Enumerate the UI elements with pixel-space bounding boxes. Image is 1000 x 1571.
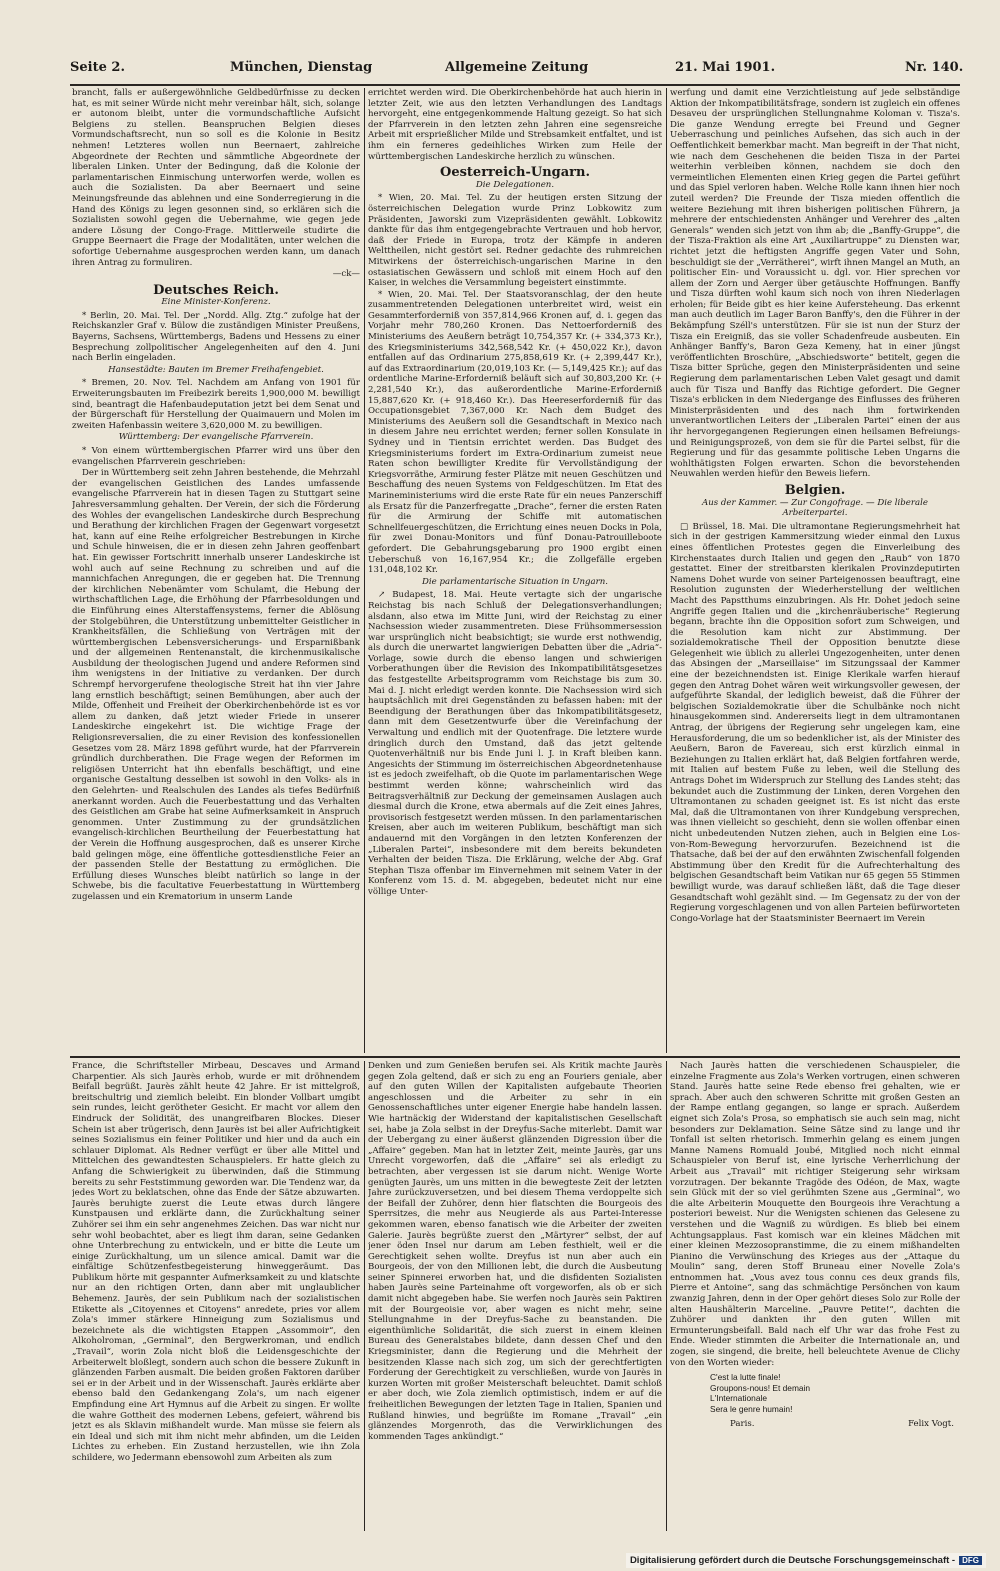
feuilleton-column-2 bbox=[368, 1061, 662, 1531]
column-divider bbox=[666, 88, 667, 1053]
article-text: * Wien, 20. Mai. Tel. Zu der heutigen ersten Sitzung der österreichischen Delegation wurde Prinz Lobkowitz zum Präsidenten, Jaworski zum Vizepräsidenten gewählt. Lobkowitz dankte für das ihm entgegengebrachte Vertrauen und hob hervor, daß der Friede in Europa, trotz der Kämpfe in anderen Welttheilen, nicht gestört sei. Redner gedachte des ruhmreichen Mitwirkens der österreichisch-ungarischen Marine in den ostasiatischen Gewässern und schloß mit einem Hoch auf den Kaiser, in welches die Versammlung begeistert einstimmte. bbox=[368, 193, 662, 289]
issue-number: Nr. 140. bbox=[905, 60, 964, 75]
section-subtitle: Eine Minister-Konferenz. bbox=[161, 297, 271, 308]
column-divider bbox=[364, 88, 365, 1053]
header-rule bbox=[70, 84, 960, 86]
article-text: * Von einem württembergischen Pfarrer wird uns über den evangelischen Pfarrverein geschrieben: bbox=[72, 446, 360, 467]
section-title-oesterreich: Oesterreich-Ungarn. bbox=[440, 165, 590, 181]
article-text: errichtet werden wird. Die Oberkirchenbehörde hat auch hierin in letzter Zeit, wie aus den letzten Verhandlungen des Landtags hervorgeht, eine entgegenkommende Haltung gezeigt. So hat sich der Pfarrverein in den letzten zehn Jahren eine segensreiche Arbeit mit ersprießlicher Milde und Strebsamkeit entfaltet, und ist ihm ein ferneres gedeihliches Wirken zum Heile der württembergischen Landeskirche herzlich zu wünschen. bbox=[368, 88, 662, 162]
section-title-belgien: Belgien. bbox=[784, 482, 846, 498]
digitization-credit bbox=[626, 1553, 986, 1568]
feuilleton-rule bbox=[70, 1056, 960, 1058]
article-text: brancht, falls er außergewöhnliche Geldbedürfnisse zu decken hat, es mit seiner Würde nicht mehr vereinbar hält, sich, solange er autonom bleibt, unter die vormundschaftliche Aufsicht Belgiens zu stellen. Beanspruchen Belgien dieses Vormundschaftsrecht, nun so soll es die Kolonie in Besitz nehmen! Letzteres wollen nun Beernaert, zahlreiche Abgeordnete der Rechten und sämmtliche Abgeordnete der liberalen Linken. Unter der Bedingung, daß die Kolonie der parlamentarischen Einmischung unterworfen werde, wollen es auch die Sozialisten. Da aber Beernaert und seine Meinungsfreunde das ablehnen und eine Sonderregierung in die Hand des Königs zu legen gesonnen sind, so erklären sich die Sozialisten sowohl gegen die Uebernahme, wie gegen jede andere Lösung der Congo-Frage. Mittlerweile studirte die Gruppe Beernaert die Frage der Modalitäten, unter welchen die sofortige Uebernahme ausgesprochen werden kann, um danach ihren Antrag zu formuliren. bbox=[72, 88, 360, 268]
article-text: werfung und damit eine Verzichtleistung auf jede selbständige Aktion der Inkompatibilitätsfrage, sondern ist zugleich ein offenes Desaveu der ursprünglichen Stellungnahme Koloman v. Tisza's. Die ganze Wendung erregte bei Freund und Gegner Ueberraschung und peinliches Aufsehen, das sich auch in der Oeffentlichkeit bemerkbar macht. Man begreift in der That nicht, wie nach dem Geschehenen die beiden Tisza in der Partei weiterhin verbleiben können, nachdem sie doch den vermeintlichen Elementen einen Krieg gegen die Partei geführt und das Spiel verloren haben. Welche Rolle kann ihnen hier noch zuteil werden? Die Freunde der Tisza mieden offentlich die weitere Beziehung mit ihren bisherigen politischen Führern, ja mehrere der entschiedensten Anhänger und Verehrer des „alten Generals“ wenden sich jetzt von ihm ab; die „Banffy-Gruppe“, die der Tisza-Fraktion als eine Art „Auxiliartruppe“ zu Diensten war, richtet jetzt die heftigsten Angriffe gegen Vater und Sohn, beschuldigt sie der „Verrätherei“, wirft ihnen Mangel an Muth, an politischer Ein- und Voraussicht u. dgl. vor. Hier sprechen vor allem der Zorn und Aerger über getäuschte Hoffnungen. Banffy und Tisza dürften wohl kaum sich noch von ihren Niederlagen erholen; für Beide gibt es hier keine Aufersteheung. Das erkennt man auch deutlich im Lager Baron Banffy's, den die Führer in der Bekämpfung Széll's unterstützen. Für sie ist nun der Sturz der Tisza ein Ereigniß, das sie voller Schadenfreude ausbeuten. Ein Anhänger Banffy's, Baron Geza Kemeny, hat in einer jüngst veröffentlichten Broschüre, „Abschiedsworte“ betitelt, gegen die Tisza bitter Sprüche, gegen den Ministerpräsidenten und seine Regierung dem parlamentarischen Leben Valet gesagt und damit auch für Tisza und Banffy das Richtige gefordert. Die Gegner Tisza's erblicken in dem Niedergange des Einflusses des früheren Ministerpräsidenten und des nach ihm fortwirkenden unverantwortlichen Leiters der „Liberalen Partei“ einen der aus ihr hervorgegangenen Regierungen einen heilsamen Befreiungs- und Reinigungsprozeß, von dem sie für die Partei selbst, für die Regierung und für das gesammte politische Leben Ungarns die wohlthätigsten Folgen erwarten. Schon die bevorstehenden Neuwahlen werden hiefür den Beweis liefern. bbox=[670, 88, 960, 480]
feuilleton-text: France, die Schriftsteller Mirbeau, Descaves und Armand Charpentier. Als sich Jaurès erhob, wurde er mit dröhnendem Beifall begrüßt. Jaurès zählt heute 42 Jahre. Er ist mittelgroß, breitschultrig und ziemlich beleibt. Ein blonder Vollbart umgibt sein rundes, leicht gerötheter Gesicht. Er macht vor allem den Eindruck der Solidität, des unangreifbaren Blockes. Dieser Schein ist aber trügerisch, denn Jaurès ist bei aller Aufrichtigkeit seines Sozialismus ein feiner Politiker und hier und da auch ein schlauer Diplomat. Als Redner verfügt er über alle Mittel und Mittelchen des gewandtesten Schauspielers. Er hatte gleich zu Anfang die Schwierigkeit zu überwinden, daß die Stimmung bereits zu sehr Feststimmung geworden war. Die Tendenz war, da jedes Wort zu beklatschen, ohne das Ende der Sätze abzuwarten. Jaurès beruhigte zuerst die Leute etwas durch längere Kunstpausen und erklärte dann, die Zurückhaltung seiner Zuhörer sei ihm ein sehr angenehmes Zeichen. Das war nicht nur sehr wohl beobachtet, aber es liegt ihm daran, seine Gedanken ohne Unterbrechung zu entwickeln, und er bitte die Leute um einige Zurückhaltung, um un silence amical. Damit war die einfältige Schützenfestbegeisterung hinweggeräumt. Das Publikum hörte mit gespannter Aufmerksamkeit zu und klatschte nur an den richtigen Orten, dann aber mit unglaublicher Behemenz. Jaurès, der sein Publikum nach der sozialistischen Etikette als „Citoyennes et Citoyens“ anredete, pries vor allem Zola's immer stärkere Hinneigung zum Sozialismus und bezeichnete als die wichtigsten Etappen „Assommoir“, den Alkoholroman, „Germinal“, den Bergwerkroman, und endlich „Travail“, worin Zola nicht bloß die Leidensgeschichte der Arbeiterwelt bloßlegt, sondern auch schon die bessere Zukunft in glänzenden Farben ausmalt. Die beiden großen Faktoren darüber sei er in der Arbeit und in der Wissenschaft. Jaurès erklärte aber ebenso bald den Gedankengang Zola's, um nach eigener Empfindung eine Art Hymnus auf die Arbeit zu singen. Er wollte die wahre Gottheit des modernen Lebens, gefeiert, während bis jetzt es als Sklavin mißhandelt wurde. Man müsse sie feiern als ein Ideal und sich mit ihm nicht mehr abfinden, um die Leiden Lichtes zu erheben. Ein Zustand herzustellen, wie ihn Zola schildere, wo Jedermann ebensowohl zum Arbeiten als zum bbox=[72, 1061, 360, 1463]
column-3 bbox=[670, 88, 960, 1053]
article-text: * Berlin, 20. Mai. Tel. Der „Nordd. Allg. Ztg.“ zufolge hat der Reichskanzler Graf v. Bülow die zuständigen Minister Preußens, Bayerns, Sachsens, Württembergs, Badens und Hessens zu einer Besprechung zollpolitischer Angelegenheiten auf den 4. Juni nach Berlin eingeladen. bbox=[72, 310, 360, 364]
verse-line: Groupons-nous! Et demain bbox=[710, 1382, 811, 1393]
city-day: München, Dienstag bbox=[230, 60, 373, 75]
article-text: * Wien, 20. Mai. Tel. Der Staatsvoranschlag, der den heute zusammentretenden Delegationen unterbreitet wird, weist ein Gesammterforderniß von 357,814,966 Kronen auf, d. i. gegen das Vorjahr mehr 780,260 Kronen. Das Nettoerforderniß des Ministeriums des Aeußern beträgt 10,754,357 Kr. (+ 334,373 Kr.), des Kriegsministeriums 342,568,542 Kr. (+ 450,022 Kr.), davon entfallen auf das Ordinarium 275,858,619 Kr. (+ 2,399,447 Kr.), auf das Extraordinarium (20,019,103 Kr. (— 5,149,425 Kr.); auf das ordentliche Marine-Erforderniß beläuft sich auf 30,803,200 Kr. (+ 2,281,540 Kr.), das außerordentliche Marine-Erforderniß 15,887,620 Kr. (+ 918,460 Kr.). Das Heereserforderniß für das Occupationsgebiet 7,367,000 Kr. Nach dem Budget des Ministeriums des Aeußern soll die Gesandtschaft in Mexico nach in diesem Jahre neu errichtet werden; ferner sollen Konsulate in Sydney und in Tientsin errichtet werden. Das Budget des Kriegsministeriums fordert im Extra-Ordinarium zumeist neue Raten schon bewilligter Kredite für Vervollständigung der Kriegsvorräthe, Armirung fester Plätze mit neuen Geschützen und Beschaffung des neuen Systems von Feldgeschützen. Im Etat des Marineministeriums wird die erste Rate für ein neues Panzerschiff als Ersatz für die Panzerfregatte „Drache“, ferner die ersten Raten für die Armirung der Schiffe mit automatischen Schnellfeuergeschützen, die Errichtung eines neuen Docks in Pola, für zwei Donau-Monitors und fünf Donau-Patrouilleboote gefordert. Die Gebahrungsgebarung pro 1900 ergibt einen Ueberschuß von 16,167,954 Kr.; die Zollgefälle ergeben 131,048,102 Kr. bbox=[368, 289, 662, 576]
section-subtitle: Die parlamentarische Situation in Ungarn. bbox=[421, 576, 609, 587]
article-text: ↗ Budapest, 18. Mai. Heute vertagte sich der ungarische Reichstag bis nach Schluß der Delegationsverhandlungen; alsdann, also etwa im Mitte Juni, wird der Reichstag zu einer Nachsession wieder zusammentreten. Diese Frühsommersession war ursprünglich nicht beabsichtigt; sie wurde erst nothwendig, als durch die unerwartet langwierigen Debatten über die „Adria“-Vorlage, sowie durch die ebenso langen und schwierigen Vorberathungen über die Revision des Inkompatibilitätsgesetzes das festgestellte Arbeitsprogramm vom Reichstage bis zum 30. Mai d. J. nicht erledigt werden konnte. Die Nachsession wird sich hauptsächlich mit drei Gegenständen zu befassen haben: mit der Beendigung der Berathungen über das Inkompatibilitätsgesetz, dann mit dem Gesetzentwurfe über die Vereinfachung der Verwaltung und endlich mit der Quotenfrage. Die letztere wurde dringlich durch den Umstand, daß das jetzt geltende Quotenverhältniß nur bis Ende Juni l. J. in Kraft bleiben kann. Angesichts der Stimmung im österreichischen Abgeordnetenhause ist es jedoch zweifelhaft, ob die Quote im parlamentarischen Wege bestimmt werden könne; wahrscheinlich wird das Beitragsverhältniß zur Deckung der gemeinsamen Auslagen auch diesmal durch die Krone, etwa abermals auf die Zeit eines Jahres, provisorisch festgesetzt werden müssen. In den parlamentarischen Kreisen, aber auch im weiteren Publikum, beschäftigt man sich andauernd mit den Vorgängen in den letzten Konferenzen der „Liberalen Partei“, insbesondere mit dem bereits bekundeten Verhalten der beiden Tisza. Die Erklärung, welche der Abg. Graf Stephan Tisza offenbar im Einvernehmen mit seinem Vater in der Konferenz vom 15. d. M. abgegeben, bedeutet nicht nur eine völlige Unter- bbox=[368, 590, 662, 897]
internationale-verse bbox=[710, 1372, 960, 1414]
verse-line: Sera le genre humain! bbox=[710, 1404, 793, 1414]
paper-title: Allgemeine Zeitung bbox=[445, 60, 589, 75]
signature-line bbox=[730, 1419, 954, 1430]
column-divider bbox=[364, 1061, 365, 1531]
article-text: □ Brüssel, 18. Mai. Die ultramontane Regierungsmehrheit hat sich in der gestrigen Kammersitzung wieder einmal den Luxus eines öffentlichen Protestes gegen die Einverleibung des Kirchenstaates durch Italien und gegen den „Raub“ von 1870 gestattet. Einer der streitbarsten klerikalen Provinzdeputirten Namens Dohet wurde von seiner Parteigenossen beauftragt, eine Resolution zugunsten der Wiederherstellung der weltlichen Macht des Papstthums einzubringen. Als Hr. Dohet jedoch seine Angriffe gegen Italien und die „kirchenräuberische“ Regierung begann, brachte ihn die Opposition sofort zum Schweigen, und die Resolution kam nicht zur Abstimmung. Der sozialdemokratische Theil der Opposition benutzte diese Gelegenheit wie üblich zu allerlei Ungezogenheiten, unter denen das Absingen der „Marseillaise“ im Sitzungssaal der Kammer eine der bezeichnendsten ist. Einige Klerikale warfen hierauf gegen den Antrag Dohet wären weit wirkungsvoller gewesen, der aufgeführte Skandal, der lediglich beweist, daß die Führer der belgischen Sozialdemokratie über die Schulbänke noch nicht hinausgekommen sind. Andererseits liegt in dem ultramontanen Antrag, der übrigens der Regierung sehr ungelegen kam, eine Herausforderung, die um so bedenklicher ist, als der Minister des Aeußern, Baron de Favereau, sich erst kürzlich einmal in Beziehungen zu Italien erklärt hat, daß Belgien fortfahren werde, mit Italien auf bestem Fuße zu leben, weil die Stellung des Antrags Dohet im Widerspruch zur Stellung des Landes steht; das bekundet auch die Zustimmung der Linken, deren Vorgehen den Ultramontanen zu schaden geeignet ist. Es ist nicht das erste Mal, daß die Ultramontanen von ihrer Kundgebung versprechen, was ihnen vielleicht so geschieht, denn sie wollen offenbar einen nicht unbedeutenden Nutzen ziehen, auch in Belgien eine Los-von-Rom-Bewegung hervorzurufen. Bezeichnend ist die Thatsache, daß bei der auf den erwähnten Zwischenfall folgenden Abstimmung über den Kredit für die Aufrechterhaltung des belgischen Gesandtschaft beim Vatikan nur 65 gegen 55 Stimmen bewilligt wurde, was darauf schließen läßt, daß die Tage dieser Gesandtschaft wohl gezählt sind. — Im Gegensatz zu der von der Regierung vorgeschlagenen und von allen Parteien befürworteten Congo-Vorlage hat der Staatsminister Beernaert im Verein bbox=[670, 521, 960, 924]
credit-text: Digitalisierung gefördert durch die Deutsche Forschungsgemeinschaft - bbox=[629, 1555, 956, 1566]
section-subtitle: Aus der Kammer. — Zur Congofrage. — Die liberale Arbeiterpartei. bbox=[702, 497, 928, 519]
column-1 bbox=[72, 88, 360, 1053]
place: Paris. bbox=[730, 1418, 755, 1429]
section-subtitle: Württemberg: Der evangelische Pfarrverein. bbox=[118, 432, 314, 443]
feuilleton-column-1 bbox=[72, 1061, 360, 1531]
section-subtitle: Die Delegationen. bbox=[475, 179, 555, 190]
article-text: * Bremen, 20. Nov. Tel. Nachdem am Anfang von 1901 für Erweiterungsbauten im Freibezirk bereits 1,900,000 M. bewilligt sind, beantragt die Hafenbaudeputation jetzt bei dem Senat und der Bürgerschaft für Herstellung der Quaimauern und Molen im zweiten Hafenbassin weitere 3,620,000 M. zu bewilligen. bbox=[72, 378, 360, 431]
column-divider bbox=[666, 1061, 667, 1531]
author: Felix Vogt. bbox=[908, 1418, 954, 1429]
feuilleton-text: Denken und zum Genießen berufen sei. Als Kritik machte Jaurès gegen Zola geltend, daß er sich zu eng an Fouriers geniale, aber auf den guten Willen der Kapitalisten aufgebaute Theorien angeschlossen und die Arbeiter zu sehr in ein Genossenschaftliches unter eigener Energie habe handeln lassen. Wie hartnäckig der Widerstand der kapitalistischen Gesellschaft sei, habe ja Zola selbst in der Dreyfus-Sache miterlebt. Damit war der Uebergang zu einer äußerst glänzenden Digression über die „Affaire“ gegeben. Man hat in letzter Zeit, meinte Jaurès, gar uns Unrecht vorgeworfen, daß die „Affaire“ sei als erledigt zu betrachten, aber vergessen ist sie darum nicht. Wenige Worte genügten Jaurès, um uns mitten in die bewegteste Zeit der letzten Jahre zurückzuversetzen, und bei diesem Thema verdoppelte sich der Beifall der Zuhörer, denn hier flatschten die Bourgeois des Sperrsitzes, die mehr aus Neugierde als aus Partei-Interesse gekommen waren, ebenso fanatisch wie die Arbeiter der zweiten Galerie. Jaurès begrüßte zuerst den „Märtyrer“ selbst, der auf jener öden Insel nur darum am Leben festhielt, weil er die Gerechtigkeit sehen wollte. Dreyfus ist nun aber auch ein Bourgeois, der von den Millionen lebt, die durch die Ausbeutung seiner Spinnerei erworben hat, und die disfidenten Sozialisten haben Jaurès seine Parteinahme oft vorgeworfen, als ob er sich damit nicht abgegeben habe. Sie werfen noch Jaurès sein Paktiren mit der Bourgeoisie vor, aber wagen es nicht mehr, seine Stellungnahme in der Dreyfus-Sache zu beanstanden. Die eigenthümliche Solidarität, die sich zuerst in einem kleinen Bureau des Generalstabes bildete, dann dessen Chef und den Kriegsminister, dann die Regierung und die Mehrheit der besitzenden Klasse nach sich zog, um sich der gerechtfertigten Forderung der Gerechtigkeit zu verschließen, wurde von Jaurès in kurzen Worten mit großer Meisterschaft beleuchtet. Damit schloß er aber doch, wie Zola ziemlich optimistisch, indem er auf die freiheitlichen Bewegungen der letzten Tage in Italien, Spanien und Rußland hinwies, und begrüßte im Romane „Travail“ „ein glänzendes Morgenroth, das die Verwirklichungen des kommenden Tages ankündigt.“ bbox=[368, 1061, 662, 1442]
feuilleton-column-3 bbox=[670, 1061, 960, 1531]
column-2 bbox=[368, 88, 662, 1053]
section-title-reich: Deutsches Reich. bbox=[153, 282, 279, 298]
page-header bbox=[70, 58, 964, 80]
verse-line: L'Internationale bbox=[710, 1393, 768, 1404]
dfg-logo-icon: DFG bbox=[959, 1556, 982, 1565]
feuilleton-text: Nach Jaurès hatten die verschiedenen Schauspieler, die einzelne Fragmente aus Zola's Werken vortrugen, einen schweren Stand. Jaurès hatte seine Rede ebenso frei gehalten, wie er sprach. Aber auch den schweren Schritte mit großen Gesten an der Rampe entlang gegangen, so lange er sprach. Außerdem eignet sich Zola's Prosa, so emphatisch sie auch sein mag, nicht besonders zur Deklamation. Seine Sätze sind zu lange und ihr Tonfall ist selten rhetorisch. Immerhin gelang es einem jungen Manne Namens Romuald Joubé, Mitglied noch nicht einmal Schauspieler von Beruf ist, eine lyrische Verherrlichung der Arbeit aus „Travail“ mit richtiger Steigerung sehr wirksam vorzutragen. Der bekannte Tragöde des Odéon, de Max, wagte sein Glück mit der so viel gerühmten Szene aus „Germinal“, wo die alte Arbeiterin Mouquette den Bourgeois ihre Verachtung a posteriori beweist. Nur die Wenigsten schienen das Gelesene zu verstehen und die Wagniß zu würdigen. Es blieb bei einem Achtungsapplaus. Fast komisch war ein kleines Mädchen mit einer kleinen Mezzosopranstimme, die zu einem mißhandelten Pianino die Verwünschung des Krieges aus der „Attaque du Moulin“ sang, deren Stoff Bruneau einer Novelle Zola's entnommen hat. „Vous avez tous connu ces deux grands fils, Pierre et Antoine“, sang das schmächtige Persönchen von kaum zwanzig Jahren, denn in der Oper gehört dieses Solo zur Rolle der alten Haushälterin Marceline. „Pauvre Petite!“, dachten die Zuhörer und dankten ihr den guten Willen mit Ermunterungsbeifall. Bald nach elf Uhr war das frohe Fest zu Ende. Wieder stimmten die Arbeiter die Internationale an, und zogen, sie singend, die breite, hell beleuchtete Avenue de Clichy von den Worten wieder: bbox=[670, 1061, 960, 1368]
section-subtitle: Hansestädte: Bauten im Bremer Freihafengebiet. bbox=[108, 364, 324, 375]
author-signature: —ck— bbox=[332, 269, 360, 280]
article-text: Der in Württemberg seit zehn Jahren bestehende, die Mehrzahl der evangelischen Geistlichen des Landes umfassende evangelische Pfarrverein hat in diesen Tagen zu Stuttgart seine Jahresversammlung gehalten. Der Verein, der sich die Förderung des Wohles der evangelischen Landeskirche durch Besprechung und Berathung der kirchlichen Fragen der Gegenwart vorgesetzt hat, kann auf eine Reihe erfolgreicher Bestrebungen in Kirche und Schule hinweisen, die er in diesen zehn Jahren geoffenbart hat. Ein gewisser Fortschritt innerhalb unserer Landeskirche ist wohl auch auf seine Rechnung zu schreiben und auf die mannichfachen Anregungen, die er gegeben hat. Die Trennung der kirchlichen Nebenämter vom Schulamt, die Hebung der wirthschaftlichen Lage, die Erhöhung der Pfarrbesoldungen und die Einführung eines Alterstaffensystems, ferner die Ablösung der Stolgebühren, die Unterstützung unbemittelter Geistlicher in Krankheitsfällen, die Schließung von Verträgen mit der württembergischen Lebensversicherungs- und Ersparnißbank und der allgemeinen Rentenanstalt, die kirchenmusikalische Ausbildung der theologischen Jugend und andere Reformen sind ihm wenigstens in der Initiative zu verdanken. Der durch Schrempf hervorgerufene theologische Streit hat ihn vier Jahre lang ernstlich beschäftigt; seinen Bemühungen, aber auch der Milde, Offenheit und Freiheit der Oberkirchenbehörde ist es vor allem zu danken, daß jetzt wieder Friede in unserer Landeskirche eingekehrt ist. Die wichtige Frage der Religionsreversalien, die zu einer Revision des konfessionellen Gesetzes vom 28. März 1898 geführt wurde, hat der Pfarrverein gründlich durchberathen. Die Frage wegen der Reformen im religiösen Unterricht hat ihn ebenfalls beschäftigt, und eine organische Gestaltung desselben ist sowohl in den Volks- als in den Gelehrten- und Realschulen des Landes als tiefes Bedürfniß anerkannt worden. Auch die Feuerbestattung und das Verhalten des Geistlichen am Grabe hat seine Aufmerksamkeit in Anspruch genommen. Unter Zustimmung zu der grundsätzlichen evangelisch-kirchlichen Beurtheilung der Feuerbestattung hat der Verein die Hoffnung ausgesprochen, daß es unserer Kirche bald gelingen möge, eine öffentliche gottesdienstliche Feier an der passenden Stelle der Bestattung zu ermöglichen. Die Erfüllung dieses Wunsches bleibt natürlich so lange in der Schwebe, bis die facultative Feuerbestattung in Württemberg zugelassen und ein Krematorium in unserm Lande bbox=[72, 468, 360, 902]
issue-date: 21. Mai 1901. bbox=[675, 60, 776, 75]
page-number: Seite 2. bbox=[70, 60, 125, 75]
verse-line: C'est la lutte finale! bbox=[710, 1372, 781, 1383]
